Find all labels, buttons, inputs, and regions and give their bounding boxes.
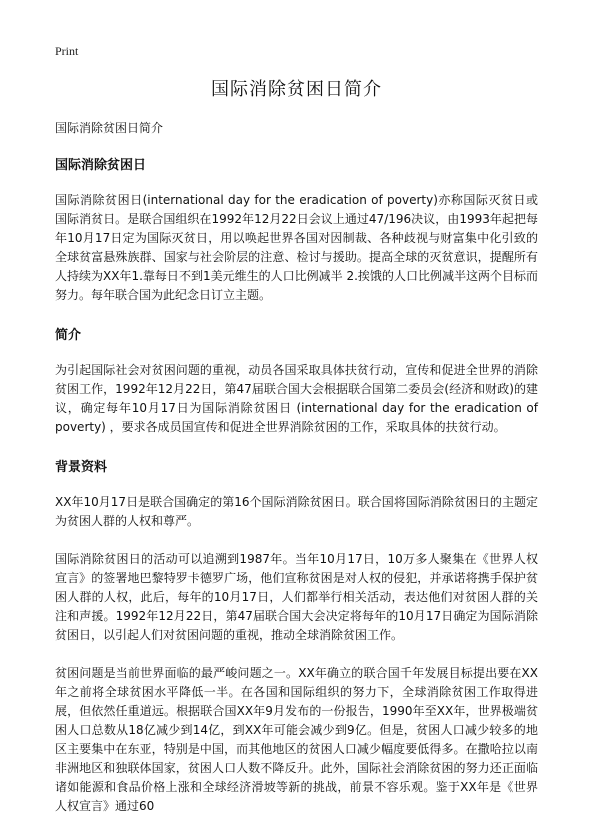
section-heading-intro: 简介	[55, 328, 82, 343]
paragraph: 国际消除贫困日的活动可以追溯到1987年。当年10月17日，10万多人聚集在《世界人权宣言》的签署地巴黎特罗卡德罗广场，他们宣称贫困是对人权的侵犯，并承诺将携手保护贫困人群的人权，此后，每年的10月17日，人们都举行相关活动，表达他们对贫困人群的关注和声援。1992年12月22日，第47届联合国大会决定将每年的10月17日确定为国际消除贫困日，以引起人们对贫困问题的重视，推动全球消除贫困工作。	[55, 552, 538, 642]
paragraph: 为引起国际社会对贫困问题的重视，动员各国采取具体扶贫行动，宣传和促进全世界的消除贫困工作，1992年12月22日，第47届联合国大会根据联合国第二委员会(经济和财政)的建议，确定每年10月17日为国际消除贫困日 (international day for the eradication of poverty) ，要求各成员国宣传和促进全世界消除贫困的工作，采取具体的扶贫行动。	[55, 363, 538, 434]
paragraph: 国际消除贫困日(international day for the eradication of poverty)亦称国际灭贫日或国际消贫日。是联合国组织在1992年12月22日会议上通过47/196决议，由1993年起把每年10月17日定为国际灭贫日，用以唤起世界各国对因制裁、各种歧视与财富集中化引致的全球贫富悬殊族群、国家与社会阶层的注意、检讨与援助。提高全球的灭贫意识，提醒所有人持续为XX年1.靠每日不到1美元维生的人口比例减半 2.挨饿的人口比例减半这两个目标而努力。每年联合国为此纪念日订立主题。	[55, 193, 538, 302]
section-heading-poverty-day: 国际消除贫困日	[55, 158, 147, 173]
section-heading-background: 背景资料	[55, 460, 108, 475]
document-subtitle: 国际消除贫困日简介	[55, 121, 164, 135]
print-link[interactable]: Print	[55, 44, 79, 58]
paragraph: 贫困问题是当前世界面临的最严峻问题之一。XX年确立的联合国千年发展目标提出要在XX年之前将全球贫困水平降低一半。在各国和国际组织的努力下，全球消除贫困工作取得进展，但依然任重道远。根据联合国XX年9月发布的一份报告，1990年至XX年，世界极端贫困人口总数从18亿减少到14亿，到XX年可能会减少到9亿。但是，贫困人口减少较多的地区主要集中在东亚，特别是中国，而其他地区的贫困人口减少幅度要低得多。在撒哈拉以南非洲地区和独联体国家，贫困人口人数不降反升。此外，国际社会消除贫困的努力还正面临诸如能源和食品价格上涨和全球经济滑坡等新的挑战，前景不容乐观。鉴于XX年是《世界人权宣言》通过60	[55, 666, 538, 813]
page-title: 国际消除贫困日简介	[211, 79, 382, 100]
paragraph: XX年10月17日是联合国确定的第16个国际消除贫困日。联合国将国际消除贫困日的主题定为贫困人群的人权和尊严。	[55, 495, 538, 528]
